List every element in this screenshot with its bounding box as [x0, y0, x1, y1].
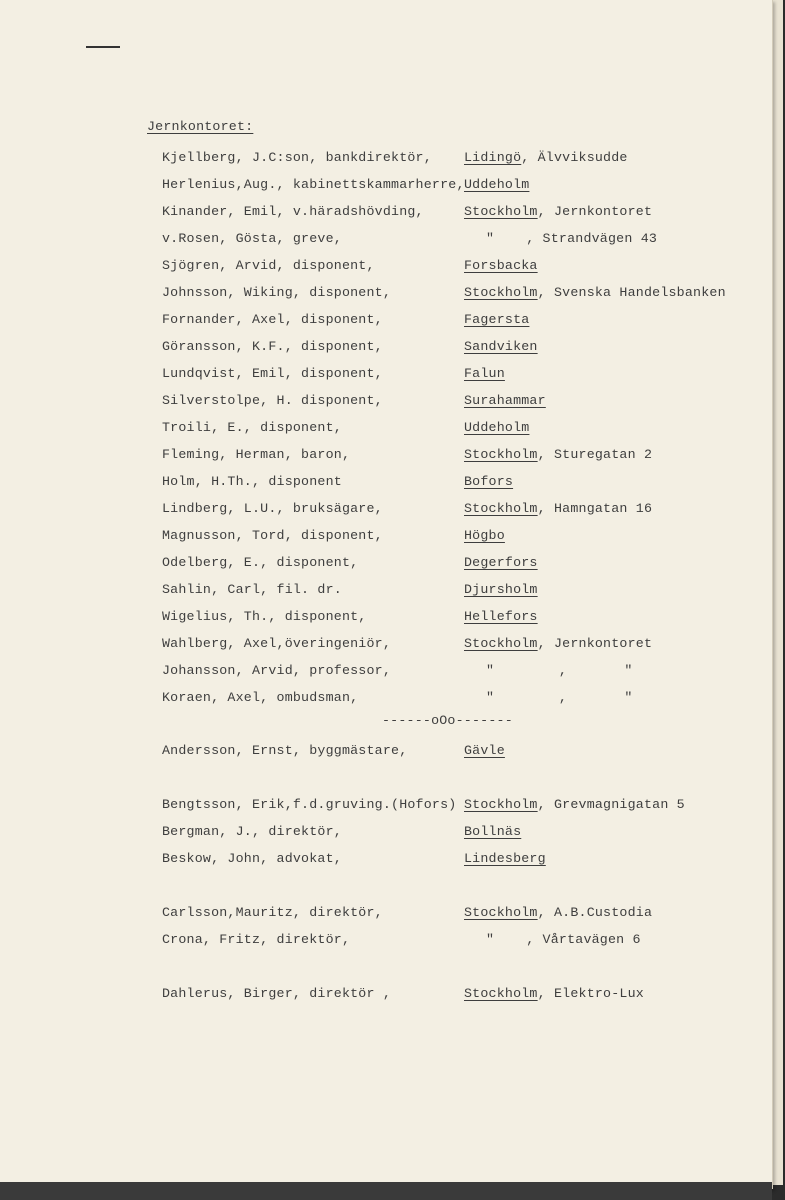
entry-place-text: " — [486, 231, 495, 246]
entry-name: Crona, Fritz, direktör, — [162, 932, 351, 947]
entry-place — [464, 339, 538, 355]
entry-place-text: Bollnäs — [464, 824, 522, 839]
entry-name: Holm, H.Th., disponent — [162, 474, 342, 489]
entry-detail: , Hamngatan 16 — [537, 501, 653, 516]
entry-place-text: Stockholm — [464, 636, 538, 651]
entry-place — [464, 582, 538, 598]
entry-place-text: Uddeholm — [464, 420, 530, 435]
entry-detail: , " — [526, 663, 633, 678]
entry-detail: , Vårtavägen 6 — [526, 932, 641, 947]
entry-detail: , " — [526, 690, 633, 705]
entry-place-text: Bofors — [464, 474, 514, 489]
scan-bottom-background — [0, 1182, 772, 1200]
separator: ------oOo------- — [382, 713, 513, 728]
entry-name: Bergman, J., direktör, — [162, 824, 342, 839]
entry-detail: , Grevmagnigatan 5 — [537, 797, 685, 812]
entry-name: Herlenius,Aug., kabinettskammarherre, — [162, 177, 465, 192]
entry-place — [464, 150, 628, 166]
entry-name: Carlsson,Mauritz, direktör, — [162, 905, 383, 920]
entry-detail: , Svenska Handelsbanken — [537, 285, 726, 300]
entry-place — [464, 797, 685, 813]
entry-name: Lundqvist, Emil, disponent, — [162, 366, 383, 381]
entry-place — [464, 204, 652, 220]
entry-detail: , Jernkontoret — [537, 204, 653, 219]
entry-place — [464, 663, 633, 679]
entry-place-text: " — [486, 932, 495, 947]
entry-place — [464, 609, 538, 625]
entry-detail: , Elektro-Lux — [537, 986, 644, 1001]
margin-dash-mark — [86, 46, 120, 48]
entry-place-text: Uddeholm — [464, 177, 530, 192]
entry-detail: , Strandvägen 43 — [526, 231, 658, 246]
entry-place — [464, 393, 546, 409]
entry-place — [464, 258, 538, 274]
entry-place-text: Stockholm — [464, 285, 538, 300]
entry-name: Johansson, Arvid, professor, — [162, 663, 392, 678]
entry-place — [464, 420, 529, 436]
entry-place — [464, 231, 657, 247]
entry-place-text: Lindesberg — [464, 851, 546, 866]
entry-name: Dahlerus, Birger, direktör , — [162, 986, 392, 1001]
entry-place — [464, 285, 726, 301]
entry-place-text: Gävle — [464, 743, 505, 758]
entry-name: Fornander, Axel, disponent, — [162, 312, 383, 327]
entry-name: Kinander, Emil, v.häradshövding, — [162, 204, 424, 219]
entry-place — [464, 636, 652, 652]
entry-place-text: Djursholm — [464, 582, 538, 597]
entry-name: Sjögren, Arvid, disponent, — [162, 258, 375, 273]
entry-place-text: Degerfors — [464, 555, 538, 570]
entry-name: Sahlin, Carl, fil. dr. — [162, 582, 342, 597]
section-title: Jernkontoret: — [147, 119, 254, 134]
entry-name: Fleming, Herman, baron, — [162, 447, 351, 462]
entry-place-text: Stockholm — [464, 986, 538, 1001]
entry-name: Wigelius, Th., disponent, — [162, 609, 367, 624]
entry-place — [464, 528, 505, 544]
entry-place-text: Hellefors — [464, 609, 538, 624]
entry-name: Silverstolpe, H. disponent, — [162, 393, 383, 408]
entry-name: Troili, E., disponent, — [162, 420, 342, 435]
entry-place-text: Stockholm — [464, 204, 538, 219]
entry-place-text: Fagersta — [464, 312, 530, 327]
entry-place-text: Stockholm — [464, 797, 538, 812]
entry-place-text: Forsbacka — [464, 258, 538, 273]
entry-place — [464, 986, 644, 1002]
entry-place — [464, 555, 538, 571]
entry-place-text: " — [486, 663, 495, 678]
entry-place — [464, 177, 529, 193]
entry-name: Kjellberg, J.C:son, bankdirektör, — [162, 150, 432, 165]
entry-name: Andersson, Ernst, byggmästare, — [162, 743, 408, 758]
entry-detail: , Älvviksudde — [521, 150, 628, 165]
entry-place — [464, 851, 546, 867]
entry-place-text: Sandviken — [464, 339, 538, 354]
entry-place-text: Stockholm — [464, 447, 538, 462]
entry-place — [464, 743, 505, 759]
entry-place-text: Stockholm — [464, 905, 538, 920]
entry-name: Koraen, Axel, ombudsman, — [162, 690, 359, 705]
entry-place — [464, 474, 513, 490]
entry-place — [464, 366, 505, 382]
entry-place — [464, 905, 652, 921]
entry-name: Johnsson, Wiking, disponent, — [162, 285, 392, 300]
entry-detail: , Sturegatan 2 — [537, 447, 653, 462]
entry-place — [464, 447, 652, 463]
entry-place-text: Surahammar — [464, 393, 546, 408]
entry-place — [464, 501, 652, 517]
entry-name: Lindberg, L.U., bruksägare, — [162, 501, 383, 516]
entry-place-text: Högbo — [464, 528, 505, 543]
entry-name: Beskow, John, advokat, — [162, 851, 342, 866]
entry-name: Bengtsson, Erik,f.d.gruving.(Hofors) — [162, 797, 457, 812]
entry-detail: , Jernkontoret — [537, 636, 653, 651]
entry-detail: , A.B.Custodia — [537, 905, 653, 920]
entry-name: Odelberg, E., disponent, — [162, 555, 359, 570]
entry-place-text: Lidingö — [464, 150, 522, 165]
entry-name: Wahlberg, Axel,överingeniör, — [162, 636, 392, 651]
entry-name: v.Rosen, Gösta, greve, — [162, 231, 342, 246]
entry-name: Magnusson, Tord, disponent, — [162, 528, 383, 543]
entry-place — [464, 312, 529, 328]
entry-place-text: Stockholm — [464, 501, 538, 516]
entry-place — [464, 932, 641, 948]
entry-place — [464, 824, 521, 840]
entry-name: Göransson, K.F., disponent, — [162, 339, 383, 354]
entry-place-text: Falun — [464, 366, 505, 381]
entry-place — [464, 690, 633, 706]
entry-place-text: " — [486, 690, 495, 705]
